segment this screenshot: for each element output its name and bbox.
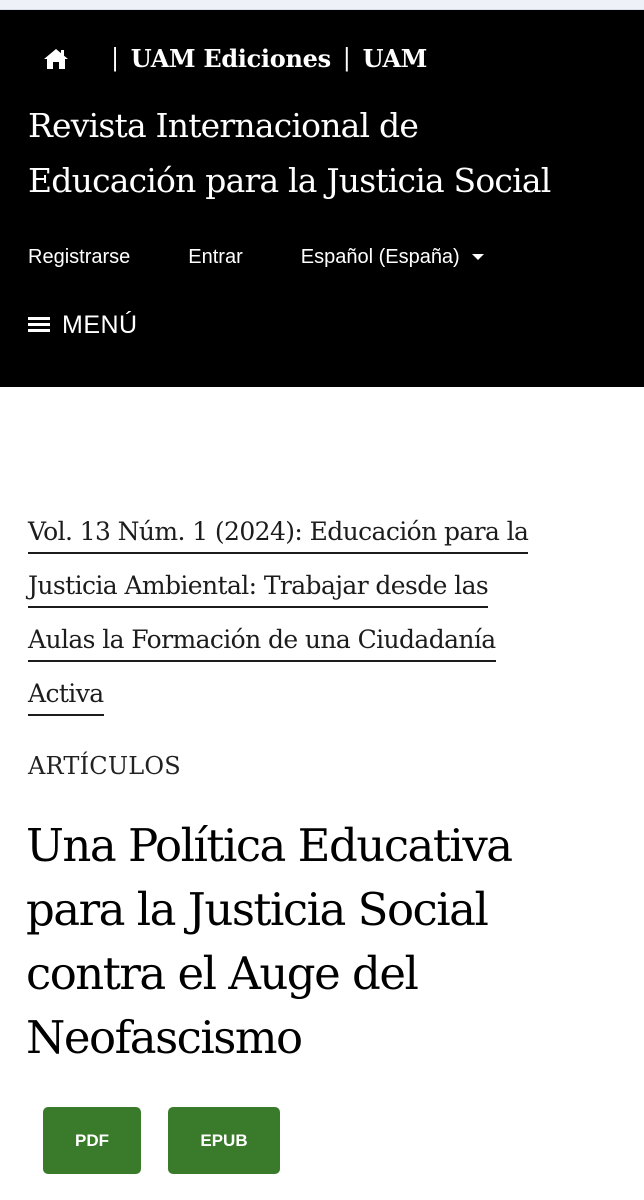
menu-label: MENÚ — [62, 310, 138, 339]
article-title — [26, 814, 626, 1070]
breadcrumb — [43, 40, 427, 76]
issue-link-line[interactable]: Vol. 13 Núm. 1 (2024): Educación para la — [28, 517, 528, 554]
article-title-line: Neofascismo — [26, 1011, 302, 1064]
language-dropdown[interactable] — [301, 246, 484, 269]
user-nav — [28, 242, 484, 272]
menu-button[interactable] — [28, 308, 138, 342]
article-title-line: Una Política Educativa — [26, 819, 512, 872]
site-title-line: Revista Internacional de — [28, 106, 419, 145]
login-link[interactable]: Entrar — [188, 245, 243, 268]
caret-down-icon — [472, 254, 484, 260]
browser-top-strip — [0, 0, 644, 10]
hamburger-icon — [28, 317, 50, 333]
site-title-line: Educación para la Justicia Social — [28, 161, 551, 200]
site-title[interactable] — [28, 98, 628, 208]
epub-button[interactable]: EPUB — [168, 1107, 280, 1174]
issue-link-line[interactable]: Justicia Ambiental: Trabajar desde las — [28, 571, 488, 608]
language-label: Español (España) — [300, 245, 460, 268]
pdf-button[interactable]: PDF — [43, 1107, 141, 1174]
site-header — [0, 10, 644, 387]
issue-link-line[interactable]: Activa — [28, 679, 104, 716]
home-icon[interactable] — [43, 47, 69, 69]
breadcrumb-separator: | — [342, 44, 351, 72]
register-link[interactable]: Registrarse — [28, 245, 131, 268]
article-title-line: contra el Auge del — [26, 947, 418, 1000]
article-title-line: para la Justicia Social — [26, 883, 488, 936]
section-label: ARTÍCULOS — [28, 752, 181, 780]
breadcrumb-separator: | — [111, 44, 119, 72]
issue-link[interactable] — [28, 505, 628, 721]
issue-link-line[interactable]: Aulas la Formación de una Ciudadanía — [28, 625, 496, 662]
breadcrumb-uam[interactable]: UAM — [362, 43, 428, 73]
breadcrumb-uam-ediciones[interactable]: UAM Ediciones — [130, 43, 331, 73]
